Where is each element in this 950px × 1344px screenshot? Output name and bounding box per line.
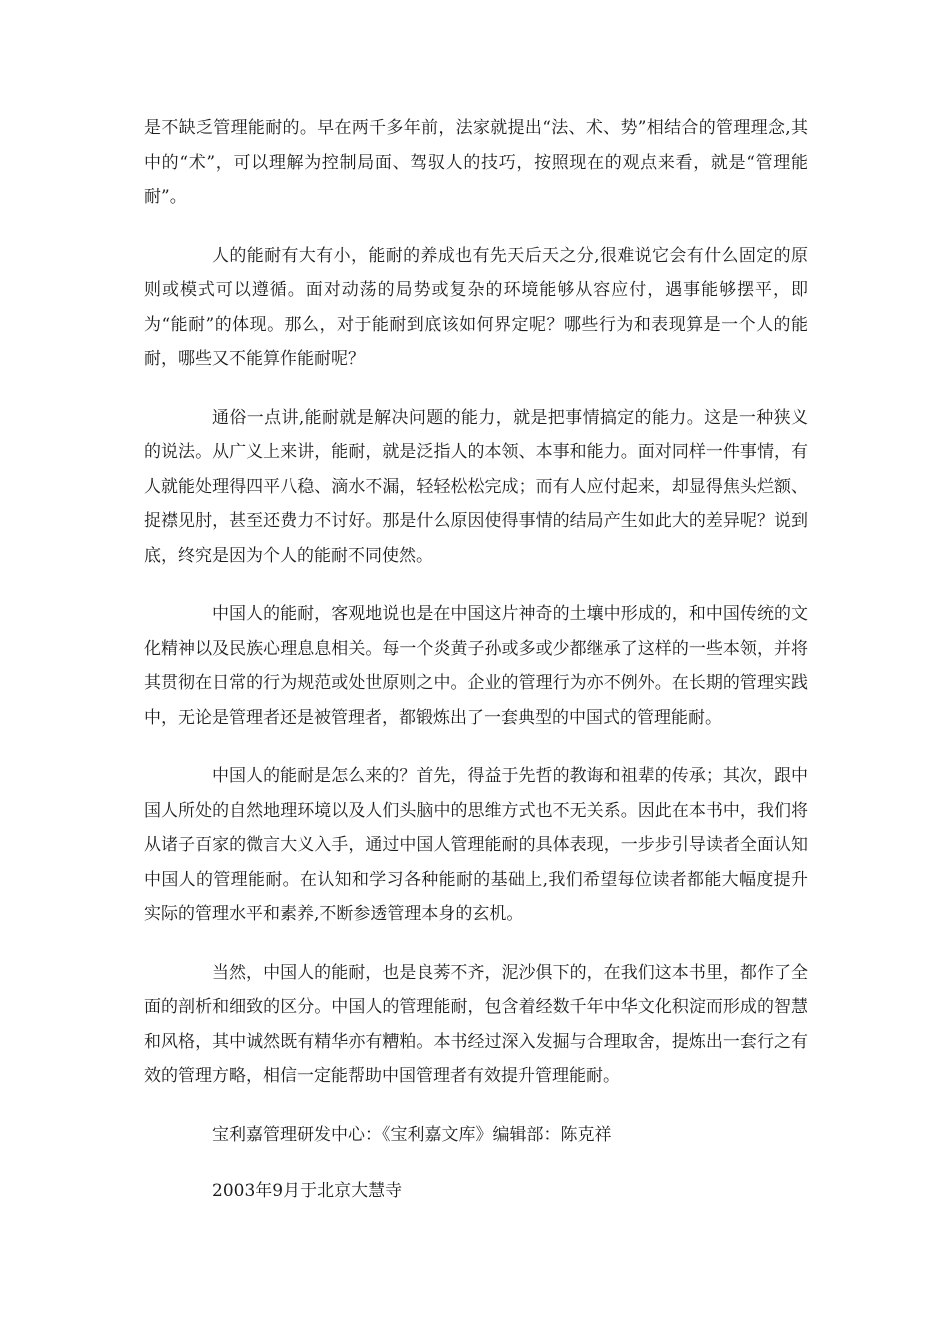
paragraph-1: 是不缺乏管理能耐的。早在两千多年前，法家就提出“法、术、势”相结合的管理理念,其中的“术”，可以理解为控制局面、驾驭人的技巧，按照现在的观点来看，就是“管理能耐”。 <box>144 118 808 207</box>
date-line: 2003年9月于北京大慧寺 <box>212 1181 403 1201</box>
paragraph-6: 当然，中国人的能耐，也是良莠不齐，泥沙俱下的，在我们这本书里，都作了全面的剖析和细致的区分。中国人的管理能耐，包含着经数千年中华文化积淀而形成的智慧和风格，其中诚然既有精华亦有糟粕。本书经过深入发掘与合理取舍，提炼出一套行之有效的管理方略，相信一定能帮助中国管理者有效提升管理能耐。 <box>144 962 808 1086</box>
paragraph-5: 中国人的能耐是怎么来的？首先，得益于先哲的教诲和祖辈的传承；其次，跟中国人所处的自然地理环境以及人们头脑中的思维方式也不无关系。因此在本书中，我们将从诸子百家的微言大义入手，通过中国人管理能耐的具体表现，一步步引导读者全面认知中国人的管理能耐。在认知和学习各种能耐的基础上,我们希望每位读者都能大幅度提升实际的管理水平和素养,不断参透管理本身的玄机。 <box>144 766 808 924</box>
signature-line: 宝利嘉管理研发中心：《宝利嘉文库》编辑部：陈克祥 <box>212 1124 612 1145</box>
paragraph-2: 人的能耐有大有小，能耐的养成也有先天后天之分,很难说它会有什么固定的原则或模式可以遵循。面对动荡的局势或复杂的环境能够从容应付，遇事能够摆平，即为“能耐”的体现。那么，对于能耐到底该如何界定呢？哪些行为和表现算是一个人的能耐，哪些又不能算作能耐呢？ <box>144 245 808 369</box>
document-body <box>144 111 808 1231</box>
paragraph-3: 通俗一点讲,能耐就是解决问题的能力，就是把事情搞定的能力。这是一种狭义的说法。从广义上来讲，能耐，就是泛指人的本领、本事和能力。面对同样一件事情，有人就能处理得四平八稳、滴水不漏，轻轻松松完成；而有人应付起来，却显得焦头烂额、捉襟见肘，甚至还费力不讨好。那是什么原因使得事情的结局产生如此大的差异呢？说到底，终究是因为个人的能耐不同使然。 <box>144 407 808 566</box>
paragraph-4: 中国人的能耐，客观地说也是在中国这片神奇的土壤中形成的，和中国传统的文化精神以及民族心理息息相关。每一个炎黄子孙或多或少都继承了这样的一些本领，并将其贯彻在日常的行为规范或处世原则之中。企业的管理行为亦不例外。在长期的管理实践中，无论是管理者还是被管理者，都锻炼出了一套典型的中国式的管理能耐。 <box>144 604 808 728</box>
